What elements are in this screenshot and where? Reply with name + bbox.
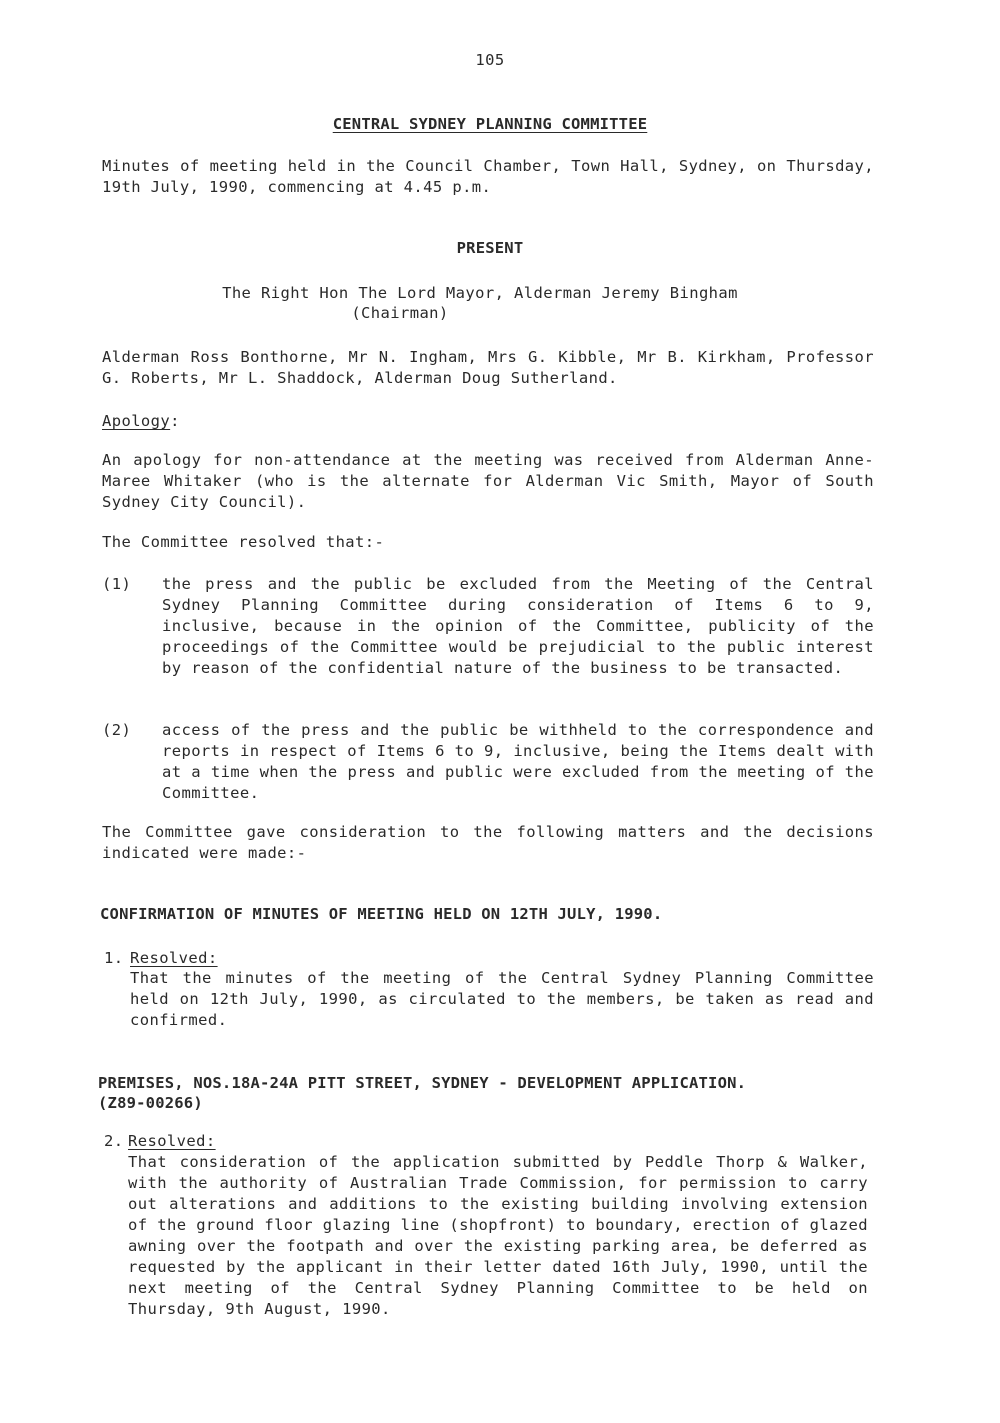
section-2-reference: (Z89-00266) <box>98 1094 203 1112</box>
section-1-heading: CONFIRMATION OF MINUTES OF MEETING HELD ON 12TH JULY, 1990. <box>100 905 663 923</box>
members-list: Alderman Ross Bonthorne, Mr N. Ingham, Mrs G. Kibble, Mr B. Kirkham, Professor G. Roberts, Mr L. Shaddock, Alderman Doug Sutherland. <box>102 348 874 387</box>
chair-line: The Right Hon The Lord Mayor, Alderman Jeremy Bingham <box>222 284 738 302</box>
section-1-resolved-label: Resolved: <box>130 949 218 967</box>
section-1-number: 1. <box>104 949 124 967</box>
section-2-number: 2. <box>104 1132 124 1150</box>
apology-heading-line <box>102 411 402 432</box>
resolution-number: (1) <box>102 575 132 593</box>
present-heading: PRESENT <box>456 239 524 257</box>
page-number: 105 <box>475 51 505 69</box>
apology-colon: : <box>170 412 180 430</box>
section-2-resolved-label: Resolved: <box>128 1132 216 1150</box>
resolution-text: access of the press and the public be withheld to the correspondence and reports in respect of Items 6 to 9, inclusive, being the Items dealt with at a time when the press and public were excluded from the meeting of the Committee. <box>162 721 874 802</box>
resolution-number: (2) <box>102 721 132 739</box>
apology-heading: Apology <box>102 412 171 430</box>
resolution-text: the press and the public be excluded from the Meeting of the Central Sydney Planning Committee during consideration of Items 6 to 9, inclusive, because in the opinion of the Committee, publicity of the proceedings of the Committee would be prejudicial to the public interest by reason of the confidential nature of the business to be transacted. <box>162 575 874 677</box>
consideration-text: The Committee gave consideration to the following matters and the decisions indicated were made:- <box>102 823 874 862</box>
document-heading: CENTRAL SYDNEY PLANNING COMMITTEE <box>332 115 648 133</box>
resolved-intro: The Committee resolved that:- <box>102 533 385 551</box>
section-2-heading: PREMISES, NOS.18A-24A PITT STREET, SYDNEY - DEVELOPMENT APPLICATION. <box>98 1074 747 1092</box>
meeting-intro: Minutes of meeting held in the Council Chamber, Town Hall, Sydney, on Thursday, 19th July, 1990, commencing at 4.45 p.m. <box>102 157 874 196</box>
section-2-resolution: That consideration of the application submitted by Peddle Thorp & Walker, with the authority of Australian Trade Commission, for permission to carry out alterations and additions to the existing building involving extension of the ground floor glazing line (shopfront) to boundary, erection of glazed awning over the footpath and over the existing parking area, be deferred as requested by the applicant in their letter dated 16th July, 1990, until the next meeting of the Central Sydney Planning Committee to be held on Thursday, 9th August, 1990. <box>128 1153 868 1318</box>
section-1-resolution: That the minutes of the meeting of the Central Sydney Planning Committee held on 12th July, 1990, as circulated to the members, be taken as read and confirmed. <box>130 969 874 1029</box>
apology-text: An apology for non-attendance at the meeting was received from Alderman Anne-Maree Whitaker (who is the alternate for Alderman Vic Smith, Mayor of South Sydney City Council). <box>102 451 874 511</box>
chair-role: (Chairman) <box>351 304 449 322</box>
